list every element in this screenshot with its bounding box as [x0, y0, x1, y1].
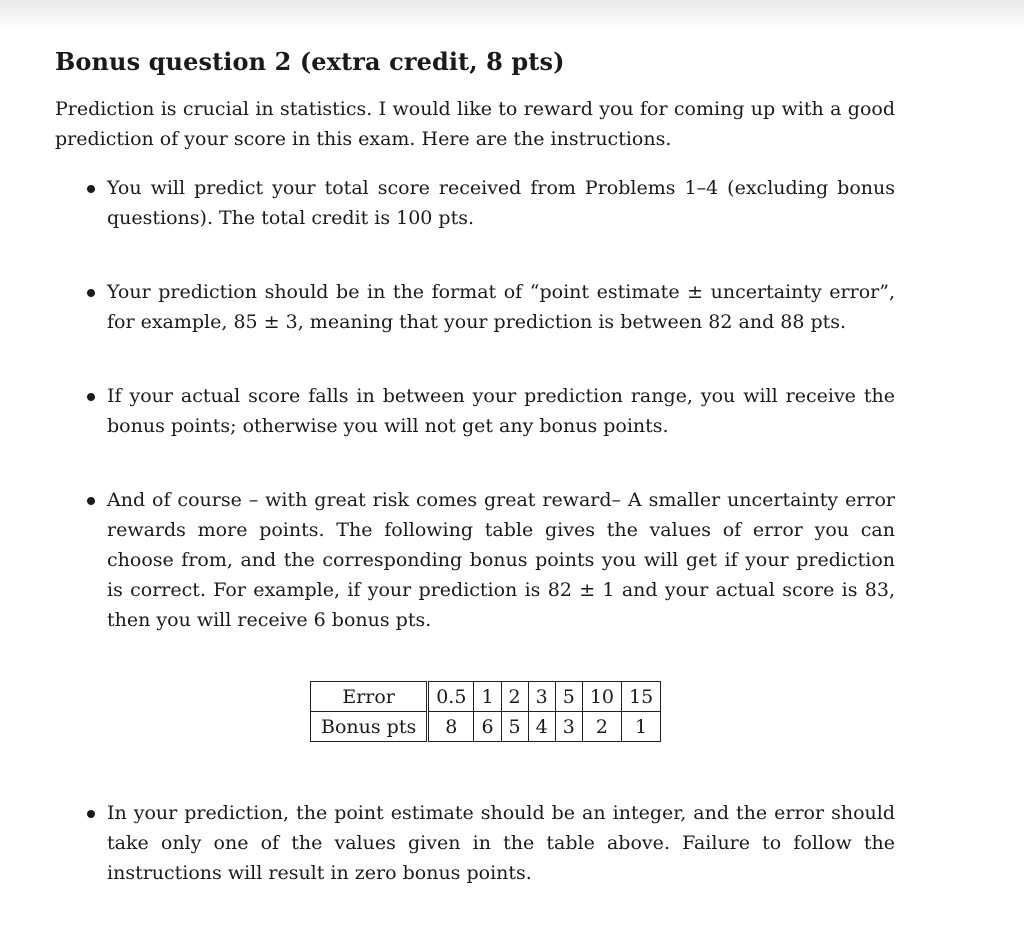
row-label-error: Error [311, 682, 428, 712]
list-item [55, 798, 895, 888]
row-label-bonus: Bonus pts [311, 712, 428, 742]
bonus-table-wrapper [310, 681, 895, 742]
spacer [55, 742, 895, 798]
bullet-icon [87, 810, 95, 818]
table-cell: 10 [582, 682, 621, 712]
list-item [55, 381, 895, 441]
list-item-text: You will predict your total score received from Problems 1–4 (excluding bonus questions). The total credit is 100 pts. [107, 177, 895, 229]
bullet-icon [87, 393, 95, 401]
list-item-text: And of course – with great risk comes great reward– A smaller uncertainty error rewards more points. The following table gives the values of error you can choose from, and the corresponding bonus points you will get if your prediction is correct. For example, if your prediction is 82 ± 1 and your actual score is 83, then you will receive 6 bonus pts. [107, 489, 895, 631]
table-cell: 5 [555, 682, 582, 712]
list-item-text: If your actual score falls in between your prediction range, you will receive the bonus points; otherwise you will not get any bonus points. [107, 385, 895, 437]
table-row-error [311, 682, 661, 712]
instruction-list [55, 173, 895, 635]
table-cell: 2 [501, 682, 528, 712]
bullet-icon [87, 185, 95, 193]
table-cell: 3 [528, 682, 555, 712]
question-title: Bonus question 2 (extra credit, 8 pts) [55, 47, 565, 76]
list-item [55, 173, 895, 233]
bullet-icon [87, 497, 95, 505]
list-item [55, 485, 895, 635]
table-cell: 15 [622, 682, 661, 712]
bonus-table [310, 681, 661, 742]
table-cell: 8 [428, 712, 474, 742]
table-cell: 1 [474, 682, 501, 712]
table-cell: 4 [528, 712, 555, 742]
list-item-text: Your prediction should be in the format of “point estimate ± uncertainty error”, for example, 85 ± 3, meaning that your prediction is between 82 and 88 pts. [107, 281, 895, 333]
table-cell: 3 [555, 712, 582, 742]
list-item [55, 277, 895, 337]
table-cell: 0.5 [428, 682, 474, 712]
top-shade [0, 0, 1024, 30]
table-cell: 6 [474, 712, 501, 742]
intro-paragraph: Prediction is crucial in statistics. I would like to reward you for coming up with a good prediction of your score in this exam. Here are the instructions. [55, 98, 895, 150]
bullet-icon [87, 289, 95, 297]
document-page [55, 44, 895, 888]
table-row-bonus [311, 712, 661, 742]
table-cell: 1 [622, 712, 661, 742]
table-cell: 2 [582, 712, 621, 742]
list-item-text: In your prediction, the point estimate should be an integer, and the error should take only one of the values given in the table above. Failure to follow the instructions will result in zero bonus points. [107, 802, 895, 884]
table-cell: 5 [501, 712, 528, 742]
final-instruction-list [55, 798, 895, 888]
